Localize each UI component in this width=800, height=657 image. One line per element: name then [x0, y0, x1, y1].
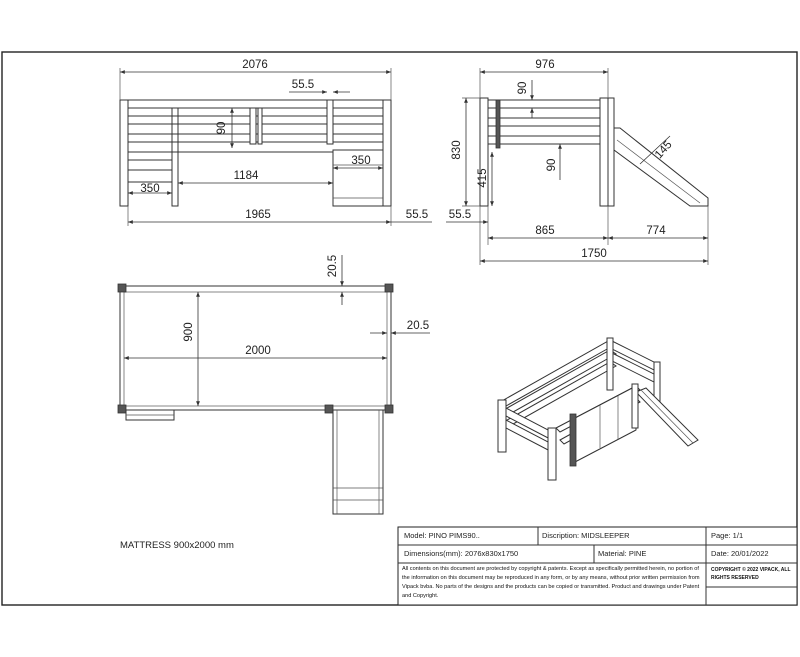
title-date: Date: 20/01/2022	[711, 549, 769, 558]
front-inner-width: 865	[535, 225, 555, 237]
side-top-rail	[128, 100, 383, 108]
front-overall-width: 976	[535, 59, 555, 71]
top-slide	[333, 410, 383, 514]
top-plan-view	[118, 255, 430, 514]
iso-slide	[636, 388, 698, 446]
front-rail-spacing-top: 90	[517, 81, 529, 95]
front-rail-spacing-mid: 90	[546, 158, 558, 172]
side-right-post	[383, 100, 391, 206]
front-left-offset: 55.5	[448, 209, 472, 221]
front-overall-depth: 1750	[581, 248, 607, 260]
side-ladder-to-slide: 1184	[233, 170, 259, 182]
front-slide-projection: 774	[646, 225, 666, 237]
title-description: Discription: MIDSLEEPER	[542, 531, 630, 540]
side-middle-post	[327, 100, 333, 144]
side-end-offset: 55.5	[405, 209, 429, 221]
front-slide	[614, 128, 708, 206]
top-mattress-length: 2000	[245, 345, 271, 357]
title-material: Material: PINE	[598, 549, 647, 558]
isometric-view	[498, 338, 698, 480]
side-left-post	[120, 100, 128, 206]
top-gap-top: 20.5	[327, 254, 339, 278]
side-post-offset: 55.5	[291, 79, 315, 91]
title-page: Page: 1/1	[711, 531, 744, 540]
side-inner-length: 1965	[245, 209, 271, 221]
title-dimensions: Dimensions(mm): 2076x830x1750	[404, 549, 519, 558]
top-gap-side: 20.5	[406, 320, 430, 332]
side-elevation-view	[120, 59, 432, 226]
side-rail-spacing: 90	[216, 121, 228, 135]
front-left-post	[480, 98, 488, 206]
title-model: Model: PINO PIMS90..	[404, 531, 480, 540]
front-elevation-view	[446, 59, 708, 265]
side-ladder-width: 350	[140, 183, 160, 195]
side-slide-width: 350	[351, 155, 371, 167]
front-height: 830	[451, 140, 463, 160]
mattress-note: MATTRESS 900x2000 mm	[120, 540, 234, 551]
title-copyright: COPYRIGHT © 2022 VIPACK, ALL RIGHTS RESERVED	[711, 567, 791, 581]
title-legal-text: All contents on this document are protected by copyright & patents. Except as specifically permitted herein, no portion of the information on this document may be reproduced in any form, or by any means, without prior written permission from Vipack bvba. No parts of the designs and the products can be copied or transmitted. Product and drawings under Patent and Copyright.	[402, 566, 700, 599]
front-right-post	[600, 98, 608, 206]
top-mattress-width: 900	[183, 322, 195, 342]
side-overall-length: 2076	[242, 59, 268, 71]
front-under-clearance: 415	[477, 168, 489, 188]
front-slide-angle: 145	[652, 138, 675, 162]
